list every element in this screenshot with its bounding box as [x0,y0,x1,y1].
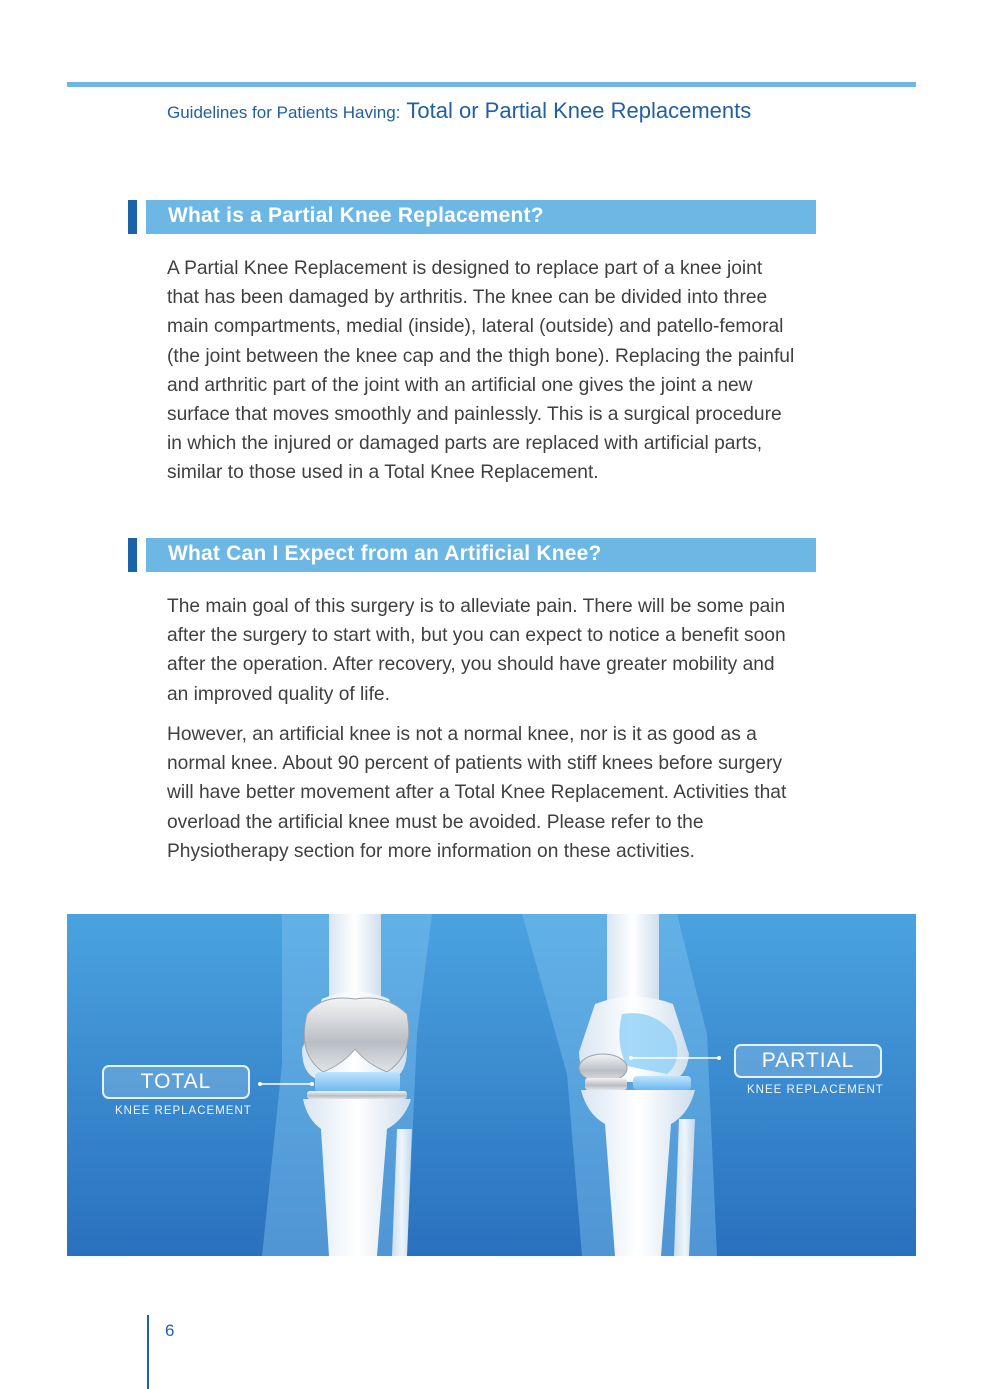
heading-accent [128,200,137,234]
paragraph: The main goal of this surgery is to alleviate pain. There will be some pain after the surgery to start with, but you can expect to notice a benefit soon after the operation. After recovery, you should have greater mobility and an improved quality of life. [167,596,786,705]
header-prefix: Guidelines for Patients Having: [167,103,401,122]
knee-illustration [67,914,916,1256]
partial-label-box [734,1044,882,1078]
section-title: What is a Partial Knee Replacement? [168,204,544,227]
section-heading-expect [128,538,816,572]
header-title: Total or Partial Knee Replacements [406,98,752,123]
partial-label: PARTIAL [761,1049,855,1072]
heading-accent [128,538,137,572]
page-number: 6 [165,1321,175,1340]
partial-sublabel: KNEE REPLACEMENT [747,1084,884,1096]
section-title: What Can I Expect from an Artificial Knee? [168,542,602,565]
running-header [167,98,751,124]
total-label: TOTAL [140,1070,212,1093]
footer-rule [147,1315,149,1389]
paragraph: However, an artificial knee is not a normal knee, nor is it as good as a normal knee. About 90 percent of patients with stiff knees before surgery will have better movement after a Total Knee Replacement. Activities that overload the artificial knee must be avoided. Please refer to the Physiotherapy section for more information on these activities. [167,724,787,862]
paragraph: A Partial Knee Replacement is designed to replace part of a knee joint that has been damaged by arthritis. The knee can be divided into three main compartments, medial (inside), lateral (outside) and patello-femoral (the joint between the knee cap and the thigh bone). Replacing the painful and arthritic part of the joint with an artificial one gives the joint a new surface that moves smoothly and painlessly. This is a surgical procedure in which the injured or damaged parts are replaced with artificial parts, similar to those used in a Total Knee Replacement. [167,258,795,484]
total-sublabel: KNEE REPLACEMENT [115,1105,252,1117]
header-rule [67,82,916,87]
section-heading-partial [128,200,816,234]
total-label-box [102,1065,250,1099]
